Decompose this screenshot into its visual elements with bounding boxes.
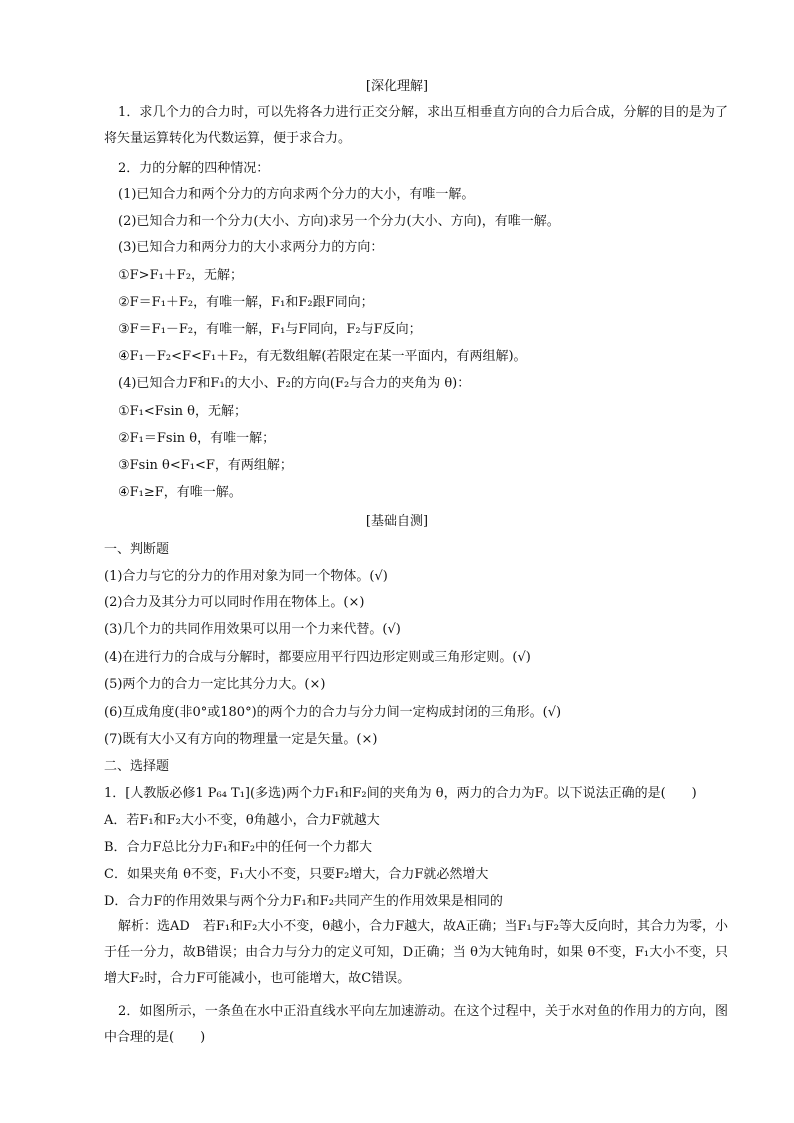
question-2: 2．如图所示，一条鱼在水中正沿直线水平向左加速游动。在这个过程中，关于水对鱼的作用力的方向，图中合理的是( ) bbox=[104, 1004, 728, 1045]
case-4: (4)已知合力F和F₁的大小、F₂的方向(F₂与合力的夹角为 θ)： bbox=[118, 376, 471, 391]
judgment-item-6: (6)互成角度(非0°或180°)的两个力的合力与分力间一定构成封闭的三角形。(√) bbox=[104, 705, 562, 720]
judgment-item-2: (2)合力及其分力可以同时作用在物体上。(×) bbox=[104, 595, 365, 610]
question-1-option-b: B．合力F总比分力F₁和F₂中的任何一个力都大 bbox=[104, 840, 373, 855]
case-2: (2)已知合力和一个分力(大小、方向)求另一个分力(大小、方向)，有唯一解。 bbox=[118, 214, 560, 229]
case-1: (1)已知合力和两个分力的方向求两个分力的大小，有唯一解。 bbox=[118, 187, 475, 202]
case-4-item-2: ②F₁＝Fsin θ，有唯一解； bbox=[118, 431, 276, 446]
section-heading-deepen: [深化理解] bbox=[365, 79, 429, 94]
question-1-option-a: A．若F₁和F₂大小不变，θ角越小，合力F就越大 bbox=[104, 813, 380, 828]
judgment-item-1: (1)合力与它的分力的作用对象为同一个物体。(√) bbox=[104, 569, 388, 584]
judgment-item-7: (7)既有大小又有方向的物理量一定是矢量。(×) bbox=[104, 732, 378, 747]
question-1-option-d: D．合力F的作用效果与两个分力F₁和F₂共同产生的作用效果是相同的 bbox=[104, 894, 503, 909]
choice-heading: 二、选择题 bbox=[104, 759, 170, 774]
case-3-item-4: ④F₁－F₂<F<F₁＋F₂，有无数组解(若限定在某一平面内，有两组解)。 bbox=[118, 349, 527, 364]
case-4-item-1: ①F₁<Fsin θ，无解； bbox=[118, 404, 247, 419]
question-1-option-c: C．如果夹角 θ不变，F₁大小不变，只要F₂增大，合力F就必然增大 bbox=[104, 867, 489, 882]
section-heading-self-test: [基础自测] bbox=[365, 514, 429, 529]
question-1-explanation: 解析：选AD 若F₁和F₂大小不变，θ越小，合力F越大，故A正确；当F₁与F₂等大反向时，其合力为零，小于任一分力，故B错误；由合力与分力的定义可知，D正确；当 θ为大钝角时，如果 θ不变，F₁大小不变，只增大F₂时，合力F可能减小，也可能增大，故C错误。 bbox=[104, 919, 728, 986]
case-3-item-1: ①F>F₁＋F₂，无解； bbox=[118, 268, 244, 283]
paragraph-1: 1．求几个力的合力时，可以先将各力进行正交分解，求出互相垂直方向的合力后合成，分解的目的是为了将矢量运算转化为代数运算，便于求合力。 bbox=[104, 105, 728, 146]
case-3-item-2: ②F＝F₁＋F₂，有唯一解，F₁和F₂跟F同向； bbox=[118, 295, 374, 310]
judgment-item-3: (3)几个力的共同作用效果可以用一个力来代替。(√) bbox=[104, 622, 401, 637]
judgment-item-4: (4)在进行力的合成与分解时，都要应用平行四边形定则或三角形定则。(√) bbox=[104, 650, 531, 665]
paragraph-2: 2．力的分解的四种情况： bbox=[118, 161, 270, 176]
judgment-heading: 一、判断题 bbox=[104, 542, 170, 557]
case-4-item-4: ④F₁≥F，有唯一解。 bbox=[118, 485, 242, 500]
judgment-item-5: (5)两个力的合力一定比其分力大。(×) bbox=[104, 677, 326, 692]
case-3-item-3: ③F＝F₁－F₂，有唯一解，F₁与F同向，F₂与F反向； bbox=[118, 322, 422, 337]
case-3: (3)已知合力和两分力的大小求两分力的方向： bbox=[118, 240, 384, 255]
question-1: 1．[人教版必修1 P₆₄ T₁](多选)两个力F₁和F₂间的夹角为 θ，两力的合力为F。以下说法正确的是( ) bbox=[104, 786, 697, 801]
case-4-item-3: ③Fsin θ<F₁<F，有两组解； bbox=[118, 458, 293, 473]
